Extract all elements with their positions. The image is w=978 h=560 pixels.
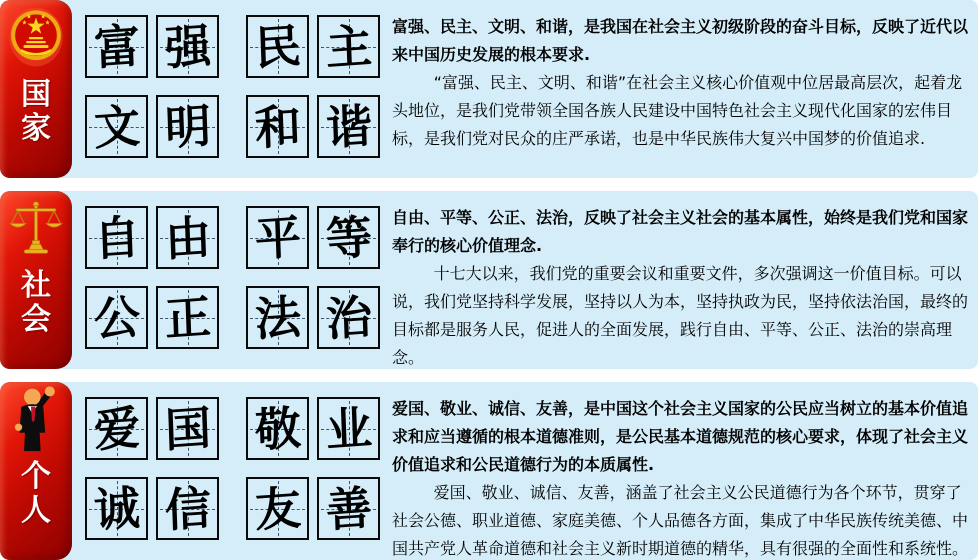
value-char-box — [156, 286, 219, 349]
value-char-box — [85, 477, 148, 540]
value-char-box — [156, 95, 219, 158]
nation-detail-paragraph: “富强、民主、文明、和谐”在社会主义核心价值观中位居最高层次，起着龙头地位，是我们党带领全国各族人民建设中国特色社会主义现代化国家的宏伟目标，是我们党对民众的庄严承诺，也是中华民族伟大复兴中国梦的价值追求. — [392, 73, 963, 148]
value-character: 谐 — [324, 97, 373, 156]
nation-label-char: 家 — [21, 111, 51, 146]
character-row — [85, 286, 380, 349]
value-char-box — [156, 477, 219, 540]
value-char-box — [246, 286, 309, 349]
value-character: 善 — [324, 479, 373, 538]
value-char-box — [317, 477, 380, 540]
value-char-box — [85, 286, 148, 349]
value-character: 友 — [253, 479, 302, 538]
nation-label-char: 国 — [21, 77, 51, 112]
section-nation — [0, 0, 978, 178]
value-char-box — [317, 15, 380, 78]
value-char-box — [85, 95, 148, 158]
individual-label-char: 个 — [21, 459, 51, 494]
value-char-box — [317, 206, 380, 269]
character-row — [85, 477, 380, 540]
character-row — [85, 15, 380, 78]
value-character: 民 — [253, 17, 302, 76]
character-row — [85, 206, 380, 269]
value-char-box — [156, 206, 219, 269]
value-character: 等 — [324, 208, 373, 267]
individual-detail-paragraph: 爱国、敬业、诚信、友善，涵盖了社会主义公民道德行为各个环节，贯穿了社会公德、职业道德、家庭美德、个人品德各方面，集成了中华民族传统美德、中国共产党人革命道德和社会主义新时期道德的精华，具有很强的全面性和系统性。 — [392, 483, 969, 558]
individual-character-grid — [85, 397, 380, 540]
society-lead-paragraph: 自由、平等、公正、法治，反映了社会主义社会的基本属性，始终是我们党和国家奉行的核心价值理念. — [392, 208, 969, 255]
society-sidebar — [0, 191, 72, 369]
value-character: 业 — [324, 399, 373, 458]
value-character: 国 — [163, 399, 212, 458]
value-character: 治 — [324, 288, 373, 347]
nation-lead-paragraph: 富强、民主、文明、和谐，是我国在社会主义初级阶段的奋斗目标，反映了近代以来中国历史发展的根本要求. — [392, 17, 969, 64]
national-emblem-icon — [7, 4, 65, 70]
value-char-box — [156, 15, 219, 78]
individual-label-char: 人 — [21, 493, 51, 528]
value-char-box — [317, 286, 380, 349]
value-char-box — [85, 397, 148, 460]
svg-text:★: ★ — [44, 19, 51, 27]
value-char-box — [246, 397, 309, 460]
value-character: 强 — [163, 17, 212, 76]
value-character: 富 — [92, 17, 141, 76]
nation-sidebar — [0, 0, 72, 178]
value-character: 敬 — [253, 399, 302, 458]
value-character: 公 — [92, 288, 141, 347]
value-character: 正 — [163, 288, 212, 347]
section-individual — [0, 382, 978, 560]
value-char-box — [246, 15, 309, 78]
society-detail-paragraph: 十七大以来，我们党的重要会议和重要文件，多次强调这一价值目标。可以说，我们党坚持科学发展，坚持以人为本，坚持执政为民，坚持依法治国，最终的目标都是服务人民，促进人的全面发展，践行自由、平等、公正、法治的崇高理念。 — [392, 264, 969, 367]
svg-text:★: ★ — [40, 13, 46, 21]
society-label-char: 会 — [21, 302, 51, 337]
value-char-box — [85, 206, 148, 269]
value-character: 法 — [253, 288, 302, 347]
value-char-box — [246, 95, 309, 158]
individual-label — [21, 460, 51, 528]
value-character: 自 — [92, 208, 141, 267]
value-character: 主 — [324, 17, 373, 76]
individual-description — [392, 395, 968, 560]
character-row — [85, 397, 380, 460]
individual-lead-paragraph: 爱国、敬业、诚信、友善，是中国这个社会主义国家的公民应当树立的基本价值追求和应当遵循的根本道德准则，是公民基本道德规范的核心要求，体现了社会主义价值追求和公民道德行为的本质属性. — [392, 399, 969, 474]
society-description — [392, 204, 968, 372]
society-label — [21, 269, 51, 337]
individual-sidebar — [0, 382, 72, 560]
society-character-grid — [85, 206, 380, 349]
section-society — [0, 191, 978, 369]
person-raised-fist-icon — [12, 386, 60, 452]
value-char-box — [317, 95, 380, 158]
nation-description — [392, 13, 968, 153]
value-character: 明 — [163, 97, 212, 156]
nation-character-grid — [85, 15, 380, 158]
value-char-box — [246, 206, 309, 269]
value-char-box — [317, 397, 380, 460]
svg-text:★: ★ — [26, 13, 32, 21]
character-row — [85, 95, 380, 158]
value-character: 诚 — [92, 479, 141, 538]
nation-label — [21, 78, 51, 146]
value-char-box — [156, 397, 219, 460]
value-character: 和 — [253, 97, 302, 156]
society-label-char: 社 — [21, 268, 51, 303]
value-char-box — [246, 477, 309, 540]
svg-text:★: ★ — [21, 19, 28, 27]
value-character: 平 — [253, 208, 302, 267]
value-character: 爱 — [92, 399, 141, 458]
scales-of-justice-icon — [8, 195, 64, 261]
value-char-box — [85, 15, 148, 78]
value-character: 信 — [163, 479, 212, 538]
value-character: 由 — [163, 208, 212, 267]
value-character: 文 — [92, 97, 141, 156]
